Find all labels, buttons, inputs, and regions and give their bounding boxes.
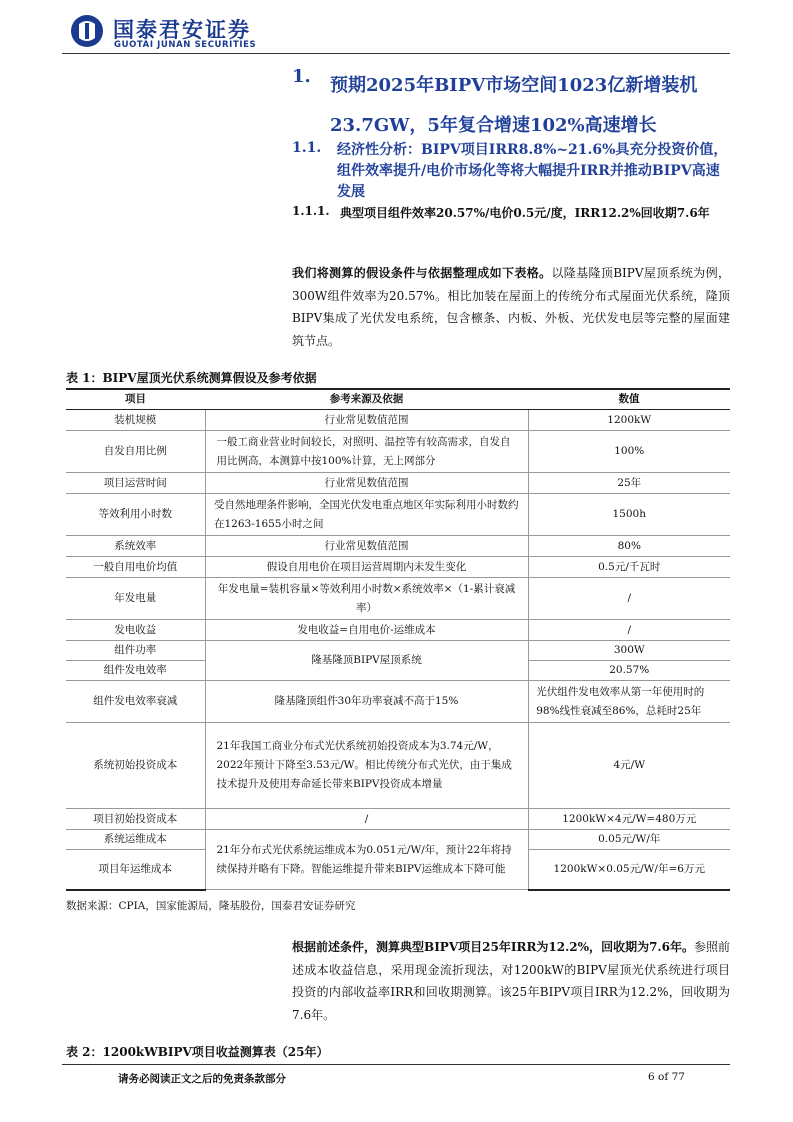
- cell-value: 80%: [528, 536, 730, 557]
- table-row: [66, 431, 730, 473]
- irr-paragraph-body: 参照前述成本收益信息，采用现金流折现法，对1200kW的BIPV屋顶光伏系统进行项目投资的内部收益率IRR和回收期测算。该25年BIPV项目IRR为12.2%，回收期为7.6年。: [292, 940, 730, 1022]
- table-row: [66, 641, 730, 661]
- table-row: [66, 809, 730, 830]
- cell-item: 项目运营时间: [66, 473, 205, 494]
- table-row: [66, 620, 730, 641]
- table-header-source: 参考来源及依据: [205, 389, 528, 410]
- table-header-item: 项目: [66, 389, 205, 410]
- cell-value: 20.57%: [528, 661, 730, 681]
- cell-source: 21年分布式光伏系统运维成本为0.051元/W/年，预计22年将持续保持并略有下降。智能运维提升带来BIPV运维成本下降可能: [216, 843, 512, 875]
- table-1-source: 数据来源：CPIA，国家能源局，隆基股份，国泰君安证券研究: [66, 900, 356, 912]
- cell-item: 项目年运维成本: [66, 850, 205, 890]
- cell-item: 等效利用小时数: [66, 494, 205, 536]
- cell-source: 隆基隆顶BIPV屋顶系统: [205, 641, 528, 681]
- cell-value: 1200kW×0.05元/W/年=6万元: [528, 850, 730, 890]
- cell-item: 一般自用电价均值: [66, 557, 205, 578]
- table-2-caption: 表 2：1200kWBIPV项目收益测算表（25年）: [66, 1045, 329, 1059]
- cell-item: 装机规模: [66, 410, 205, 431]
- cell-source: 21年我国工商业分布式光伏系统初始投资成本为3.74元/W，2022年预计下降至3.53元/W。相比传统分布式光伏，由于集成技术提升及使用寿命延长带来BIPV投资成本增量: [216, 740, 512, 790]
- cell-value: 4元/W: [528, 723, 730, 809]
- cell-source: 行业常见数值范围: [205, 536, 528, 557]
- cell-value: 1500h: [528, 494, 730, 536]
- brand-name-en: GUOTAI JUNAN SECURITIES: [114, 40, 257, 50]
- table-row: [66, 494, 730, 536]
- cell-item: 系统初始投资成本: [66, 723, 205, 809]
- cell-source: 一般工商业营业时间较长，对照明、温控等有较高需求，自发自用比例高，本测算中按100%计算，无上网部分: [216, 435, 511, 467]
- table-header-value: 数值: [528, 389, 730, 410]
- heading-1-number: 1.: [292, 66, 311, 87]
- cell-item: 组件发电效率衰减: [66, 681, 205, 723]
- cell-value: 300W: [528, 641, 730, 661]
- cell-item: 自发自用比例: [66, 431, 205, 473]
- intro-paragraph-lead: 我们将测算的假设条件与依据整理成如下表格。: [292, 266, 552, 280]
- assumptions-table: [66, 388, 730, 891]
- intro-paragraph: [292, 262, 730, 352]
- cell-value: /: [528, 620, 730, 641]
- cell-item: 系统效率: [66, 536, 205, 557]
- heading-2-title: 经济性分析：BIPV项目IRR8.8%~21.6%具充分投资价值，组件效率提升/电价市场化等将大幅提升IRR并推动BIPV高速发展: [337, 142, 728, 200]
- cell-source: 发电收益=自用电价-运维成本: [205, 620, 528, 641]
- company-logo-icon: [70, 14, 104, 48]
- cell-value: 25年: [528, 473, 730, 494]
- cell-value: 0.05元/W/年: [528, 830, 730, 850]
- table-row: [66, 723, 730, 809]
- cell-item: 系统运维成本: [66, 830, 205, 850]
- cell-source: 受自然地理条件影响，全国光伏发电重点地区年实际利用小时数约在1263-1655小时之间: [214, 498, 519, 530]
- page-number: 6 of 77: [648, 1071, 685, 1083]
- heading-1-title: 预期2025年BIPV市场空间1023亿新增装机23.7GW，5年复合增速102%高速增长: [330, 75, 698, 136]
- table-row: [66, 536, 730, 557]
- cell-source: /: [205, 809, 528, 830]
- cell-item: 年发电量: [66, 578, 205, 620]
- header-divider: [62, 53, 730, 54]
- cell-item: 组件发电效率: [66, 661, 205, 681]
- table-row: [66, 410, 730, 431]
- heading-2-number: 1.1.: [292, 140, 322, 156]
- cell-source: 年发电量=装机容量×等效利用小时数×系统效率×（1-累计衰减率）: [217, 582, 516, 614]
- footer-divider: [62, 1064, 730, 1065]
- irr-paragraph-lead: 根据前述条件，测算典型BIPV项目25年IRR为12.2%，回收期为7.6年。: [292, 940, 694, 954]
- table-row: [66, 830, 730, 850]
- cell-value: 光伏组件发电效率从第一年使用时的98%线性衰减至86%，总耗时25年: [536, 685, 705, 717]
- heading-3-number: 1.1.1.: [292, 204, 330, 218]
- cell-value: 0.5元/千瓦时: [528, 557, 730, 578]
- cell-source: 行业常见数值范围: [205, 410, 528, 431]
- brand-name-cn: 国泰君安证券: [113, 18, 251, 42]
- disclaimer-note: 请务必阅读正文之后的免责条款部分: [118, 1073, 286, 1085]
- cell-source: 假设自用电价在项目运营周期内未发生变化: [205, 557, 528, 578]
- cell-source: 隆基隆顶组件30年功率衰减不高于15%: [205, 681, 528, 723]
- cell-value: 1200kW×4元/W=480万元: [528, 809, 730, 830]
- table-row: [66, 681, 730, 723]
- irr-paragraph: [292, 936, 730, 1026]
- cell-value: /: [528, 578, 730, 620]
- cell-source: 行业常见数值范围: [205, 473, 528, 494]
- cell-item: 组件功率: [66, 641, 205, 661]
- cell-item: 项目初始投资成本: [66, 809, 205, 830]
- cell-value: 100%: [528, 431, 730, 473]
- table-row: [66, 578, 730, 620]
- cell-item: 发电收益: [66, 620, 205, 641]
- table-row: [66, 473, 730, 494]
- table-1-caption: 表 1：BIPV屋顶光伏系统测算假设及参考依据: [66, 371, 317, 385]
- intro-paragraph-body: 以隆基隆顶BIPV屋顶系统为例，300W组件效率为20.57%。相比加装在屋面上的传统分布式屋面光伏系统，隆顶BIPV集成了光伏发电系统，包含檩条、内板、外板、光伏发电层等完整的屋面建筑节点。: [292, 266, 730, 348]
- cell-value: 1200kW: [528, 410, 730, 431]
- table-row: [66, 557, 730, 578]
- heading-3-title: 典型项目组件效率20.57%/电价0.5元/度，IRR12.2%回收期7.6年: [340, 206, 710, 220]
